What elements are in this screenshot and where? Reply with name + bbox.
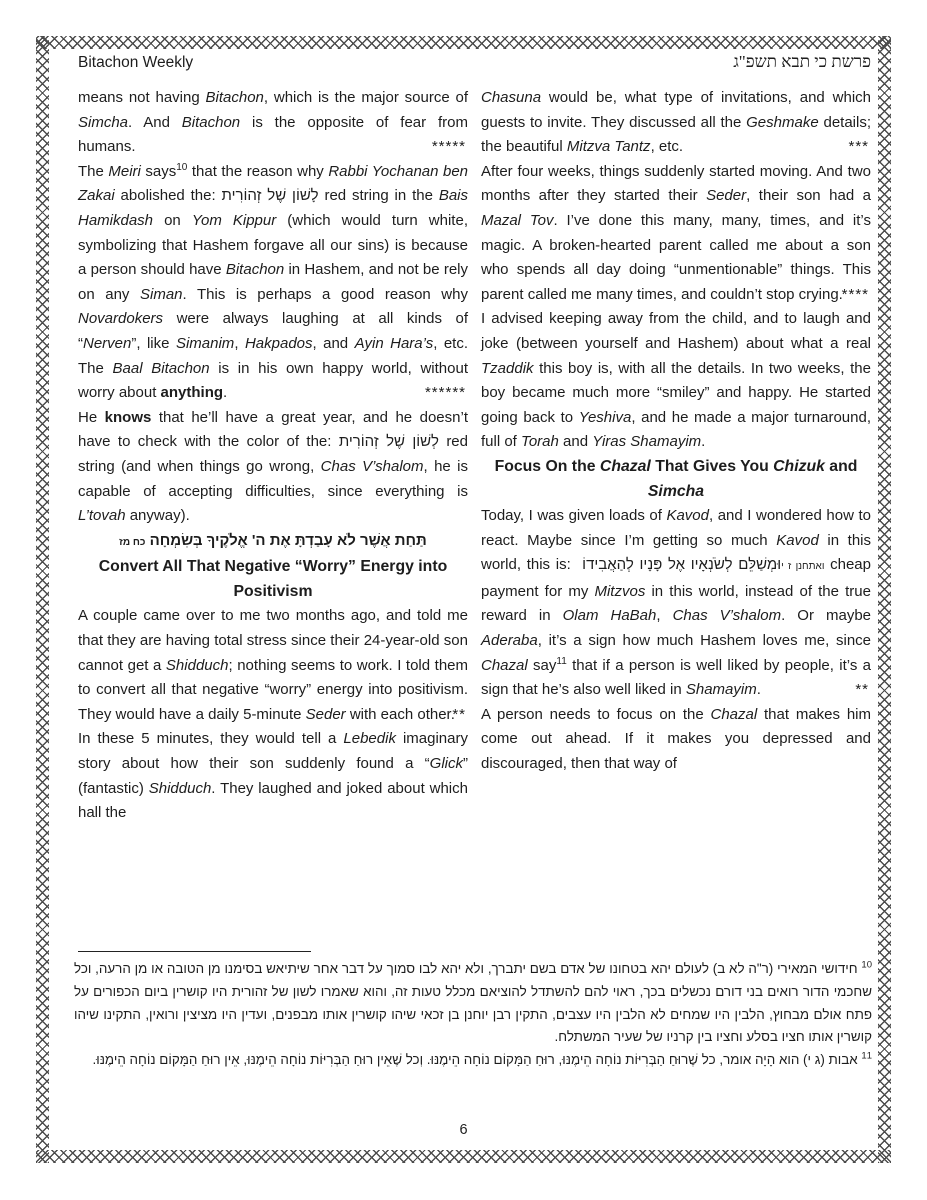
paragraph: In these 5 minutes, they would tell a Lebedik imaginary story about how their son suddenly found a “Glick” (fantastic) Shidduch. They laughed and joked about which hall the xyxy=(78,730,468,822)
paragraph: After four weeks, things suddenly started moving. And two months after they started their Seder, their son had a Mazal Tov. I’ve done this many, many, times, and it’s magic. A broken-hearted parent called me about a son who spends all day doing “unmentionable” things. This parent called me many times, and couldn’t stop crying. **** xyxy=(481,160,871,308)
section-divider-asterisks: ***** xyxy=(431,138,466,156)
hebrew-quote: תַּחַת אֲשֶׁר לֹא עָבַדְתָּ אֶת ה' אֱלֹקֶיךָ בְּשִׂמְחָה xyxy=(145,531,427,549)
two-column-body xyxy=(78,86,871,826)
section-heading: Focus On the Chazal That Gives You Chizuk and Simcha xyxy=(494,457,858,500)
paragraph: Today, I was given loads of Kavod, and I wondered how to react. Maybe since I’m getting so much Kavod in this world, this is: וּמְשַׁלֵּם לְשֹׂנְאָיו אֶל פָּנָיו לְהַאֲבִידוֹ ואתחנן ז י cheap payment for my Mitzvos in this world, instead of the true reward in Olam HaBah, Chas V’shalom. Or maybe Aderaba, it’s a sign how much Hashem loves me, since Chazal say$^{11}$ that if a person is well liked by people, it’s a sign that he’s also well liked in Shamayim. ** xyxy=(481,504,871,703)
paragraph: The Meiri says$^{10}$ that the reason why Rabbi Yochanan ben Zakai abolished the: לָשׁוֹן שֶׁל זְהוֹרִית red string in the Bais Hamikdash on Yom Kippur (which would turn white, symbolizing that Hashem forgave all our sins) is because a person should have Bitachon in Hashem, and not be rely on any Siman. This is perhaps a good reason why Novardokers were always laughing at all kinds of “Nerven”, like Simanim, Hakpados, and Ayin Hara’s, etc. The Baal Bitachon is in his own happy world, without worry about anything. ****** xyxy=(78,160,468,406)
section-divider-asterisks: *** xyxy=(848,138,869,156)
section-divider-asterisks: ****** xyxy=(424,384,466,402)
section-divider-asterisks: ** xyxy=(855,681,869,699)
paragraph: I advised keeping away from the child, and to laugh and joke (between yourself and Hashem) about what a real Tzaddik this boy is, with all the details. In two weeks, the boy became much more “smiley” and happy. He started going back to Yeshiva, and he made a major turnaround, full of Torah and Yiras Shamayim. xyxy=(481,310,871,451)
footnote-10: $^{10}$ חידושי המאירי (ר"ה לא ב) לעולם יהא בטחונו של אדם בשם יתברך, ולא יהא לבו סמוך על דבר אחר שיתיאש בסימנו מן הטובה או מן הרעה, וכל שחכמי הדור רואים בני דורם נכשלים בכך, ראוי להם להשתדל להוציאם מכלל טעות זה, והוא שאמרו לשון של זהורית היו קושרין ביום הכפורים על פתח אולם מבחוץ, הלבין היו שמחים לא הלבין היו עצבים, התקין רבן יוחנן בן זכאי שיהו קושרין אותו מבפנים, ועדין היו מציצין ורואין, התקינו שיהו קושרין אותו חציו בסלע וחציו בין קרניו של שעיר המשתלח. xyxy=(74,959,872,1045)
right-column xyxy=(481,86,871,826)
section-heading: Convert All That Negative “Worry” Energy into Positivism xyxy=(98,558,448,600)
paragraph: Chasuna would be, what type of invitations, and which guests to invite. They discussed all the Geshmake details; the beautiful Mitzva Tantz, etc. *** xyxy=(481,86,871,160)
left-column xyxy=(78,86,468,826)
footnote-number: 10 xyxy=(861,959,872,971)
hebrew-quote: וּמְשַׁלֵּם לְשֹׂנְאָיו אֶל פָּנָיו לְהַאֲבִידוֹ xyxy=(576,556,782,574)
decorative-border-bottom xyxy=(36,1150,891,1163)
decorative-border-top xyxy=(36,36,891,49)
paragraph: means not having Bitachon, which is the major source of Simcha. And Bitachon is the opposite of fear from humans. ***** xyxy=(78,86,468,160)
newsletter-title: Bitachon Weekly xyxy=(78,54,194,71)
section-divider-asterisks: **** xyxy=(841,285,869,303)
section-divider-asterisks: ** xyxy=(452,705,466,723)
footnote-11: $^{11}$ אבות (ג י) הוא הָיָה אומר, כל שֶׁרוּחַ הַבְּרִיּוֹת נוֹחָה הֵימֶנּוּ, רוּחַ הַמָּקוֹם נוֹחָה הֵימֶנּוּ. וְכל שֶׁאֵין רוּחַ הַבְּרִיּוֹת נוֹחָה הֵימֶנּוּ, אֵין רוּחַ הַמָּקוֹם נוֹחָה הֵימֶנּוּ. xyxy=(92,1050,872,1068)
hebrew-quote: כח מז xyxy=(119,536,146,548)
decorative-border-right xyxy=(878,36,891,1163)
footnote-separator xyxy=(78,951,311,952)
page-number: 6 xyxy=(459,1122,468,1138)
hebrew-quote: ואתחנן ז י xyxy=(781,561,825,573)
hebrew-quote: לְשׁוֹן שֶׁל זְהוֹרִית xyxy=(338,433,439,451)
footnote-number: 11 xyxy=(861,1050,872,1062)
paragraph: A couple came over to me two months ago, and told me that they are having total stress since their 24-year-old son cannot get a Shidduch; nothing seems to work. I told them to convert all that negative “worry” energy into positivism. They would have a daily 5-minute Seder with each other. ** xyxy=(78,604,468,727)
decorative-border-left xyxy=(36,36,49,1163)
paragraph: A person needs to focus on the Chazal that makes him come out ahead. If it makes you depressed and discouraged, then that way of xyxy=(481,705,872,773)
page-header xyxy=(78,52,871,72)
hebrew-quote: לָשׁוֹן שֶׁל זְהוֹרִית xyxy=(221,187,319,205)
footnotes-block xyxy=(74,958,872,1072)
paragraph: He knows that he’ll have a great year, and he doesn’t have to check with the color of the: לְשׁוֹן שֶׁל זְהוֹרִית red string (and when things go wrong, Chas V’shalom, he is capable of accepting difficulties, since everything is L’tovah anyway). xyxy=(78,408,468,525)
parsha-title-hebrew: פרשת כי תבא תשפ"ג xyxy=(733,52,871,71)
hebrew-verse-heading xyxy=(78,529,468,556)
